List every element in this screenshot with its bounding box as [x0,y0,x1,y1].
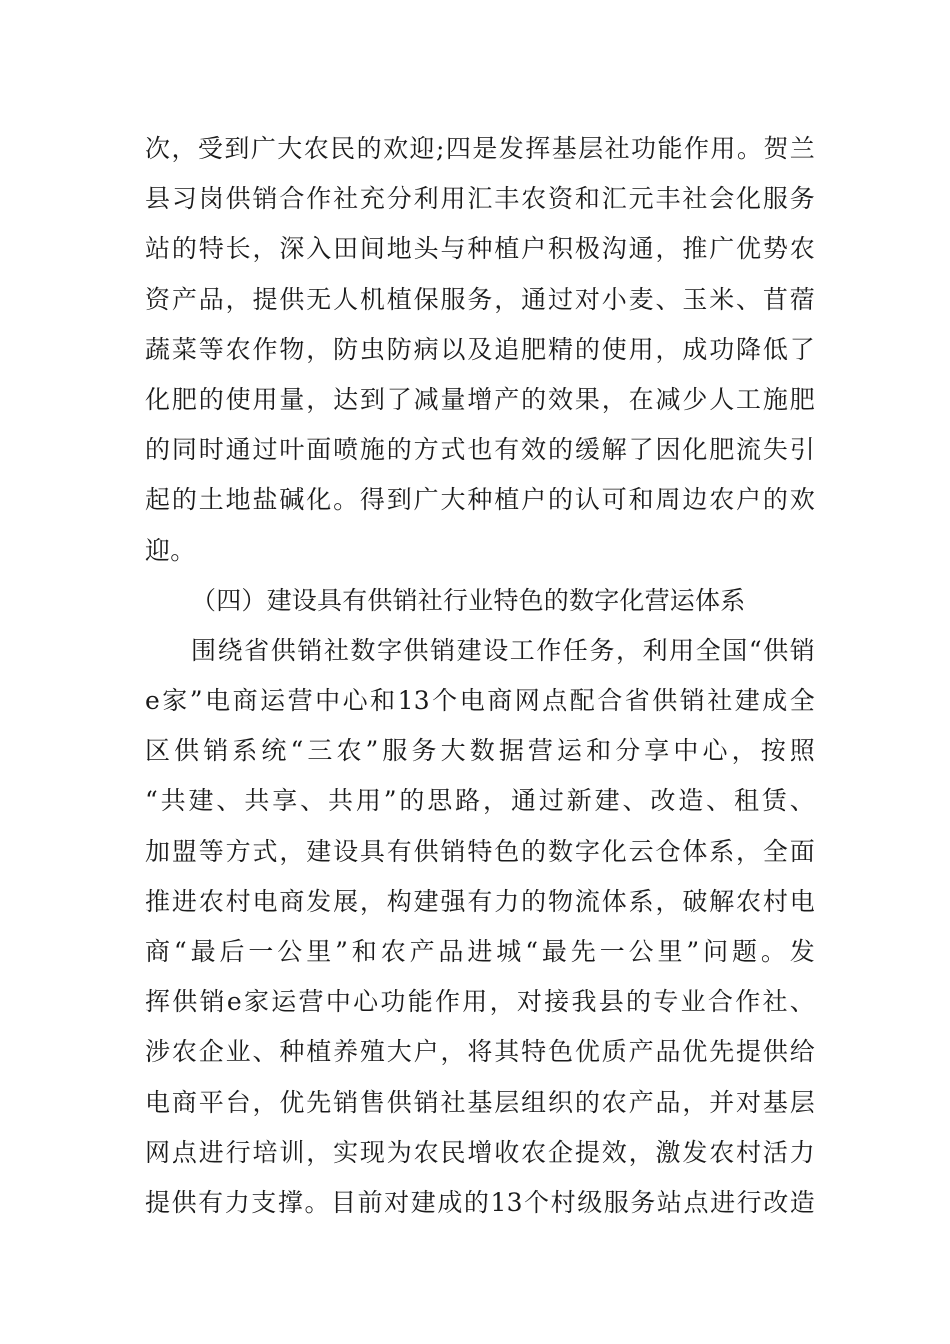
text-line: e家”电商运营中心和13个电商网点配合省供销社建成全 [145,686,815,716]
text-line: 县习岗供销合作社充分利用汇丰农资和汇元丰社会化服务 [145,184,815,214]
text-line: 次，受到广大农民的欢迎;四是发挥基层社功能作用。贺兰 [145,134,815,163]
text-line: 蔬菜等农作物，防虫防病以及追肥精的使用，成功降低了 [145,334,815,364]
section-heading: （四）建设具有供销社行业特色的数字化营运体系 [191,585,746,615]
text-line: 迎。 [145,535,196,565]
text-line: 资产品，提供无人机植保服务，通过对小麦、玉米、苜蓿 [145,284,815,314]
text-line: 网点进行培训，实现为农民增收农企提效，激发农村活力 [145,1137,815,1167]
text-line: 的同时通过叶面喷施的方式也有效的缓解了因化肥流失引 [145,435,815,465]
text-line: 围绕省供销社数字供销建设工作任务，利用全国“供销 [191,635,815,665]
text-line: 加盟等方式，建设具有供销特色的数字化云仓体系，全面 [145,836,815,866]
text-line: 商“最后一公里”和农产品进城“最先一公里”问题。发 [145,937,815,966]
text-line: 推进农村电商发展，构建强有力的物流体系，破解农村电 [145,886,815,916]
text-line: “共建、共享、共用”的思路，通过新建、改造、租赁、 [145,786,815,816]
text-line: 区供销系统“三农”服务大数据营运和分享中心，按照 [145,736,815,766]
body-text [145,124,815,1228]
text-line: 提供有力支撑。目前对建成的13个村级服务站点进行改造 [145,1187,815,1217]
text-line: 化肥的使用量，达到了减量增产的效果，在减少人工施肥 [145,384,815,414]
text-line: 站的特长，深入田间地头与种植户积极沟通，推广优势农 [145,234,815,264]
text-line: 电商平台，优先销售供销社基层组织的农产品，并对基层 [145,1087,815,1117]
text-line: 涉农企业、种植养殖大户，将其特色优质产品优先提供给 [145,1037,815,1067]
text-line: 起的土地盐碱化。得到广大种植户的认可和周边农户的欢 [145,485,815,515]
text-line: 挥供销e家运营中心功能作用，对接我县的专业合作社、 [145,987,815,1017]
